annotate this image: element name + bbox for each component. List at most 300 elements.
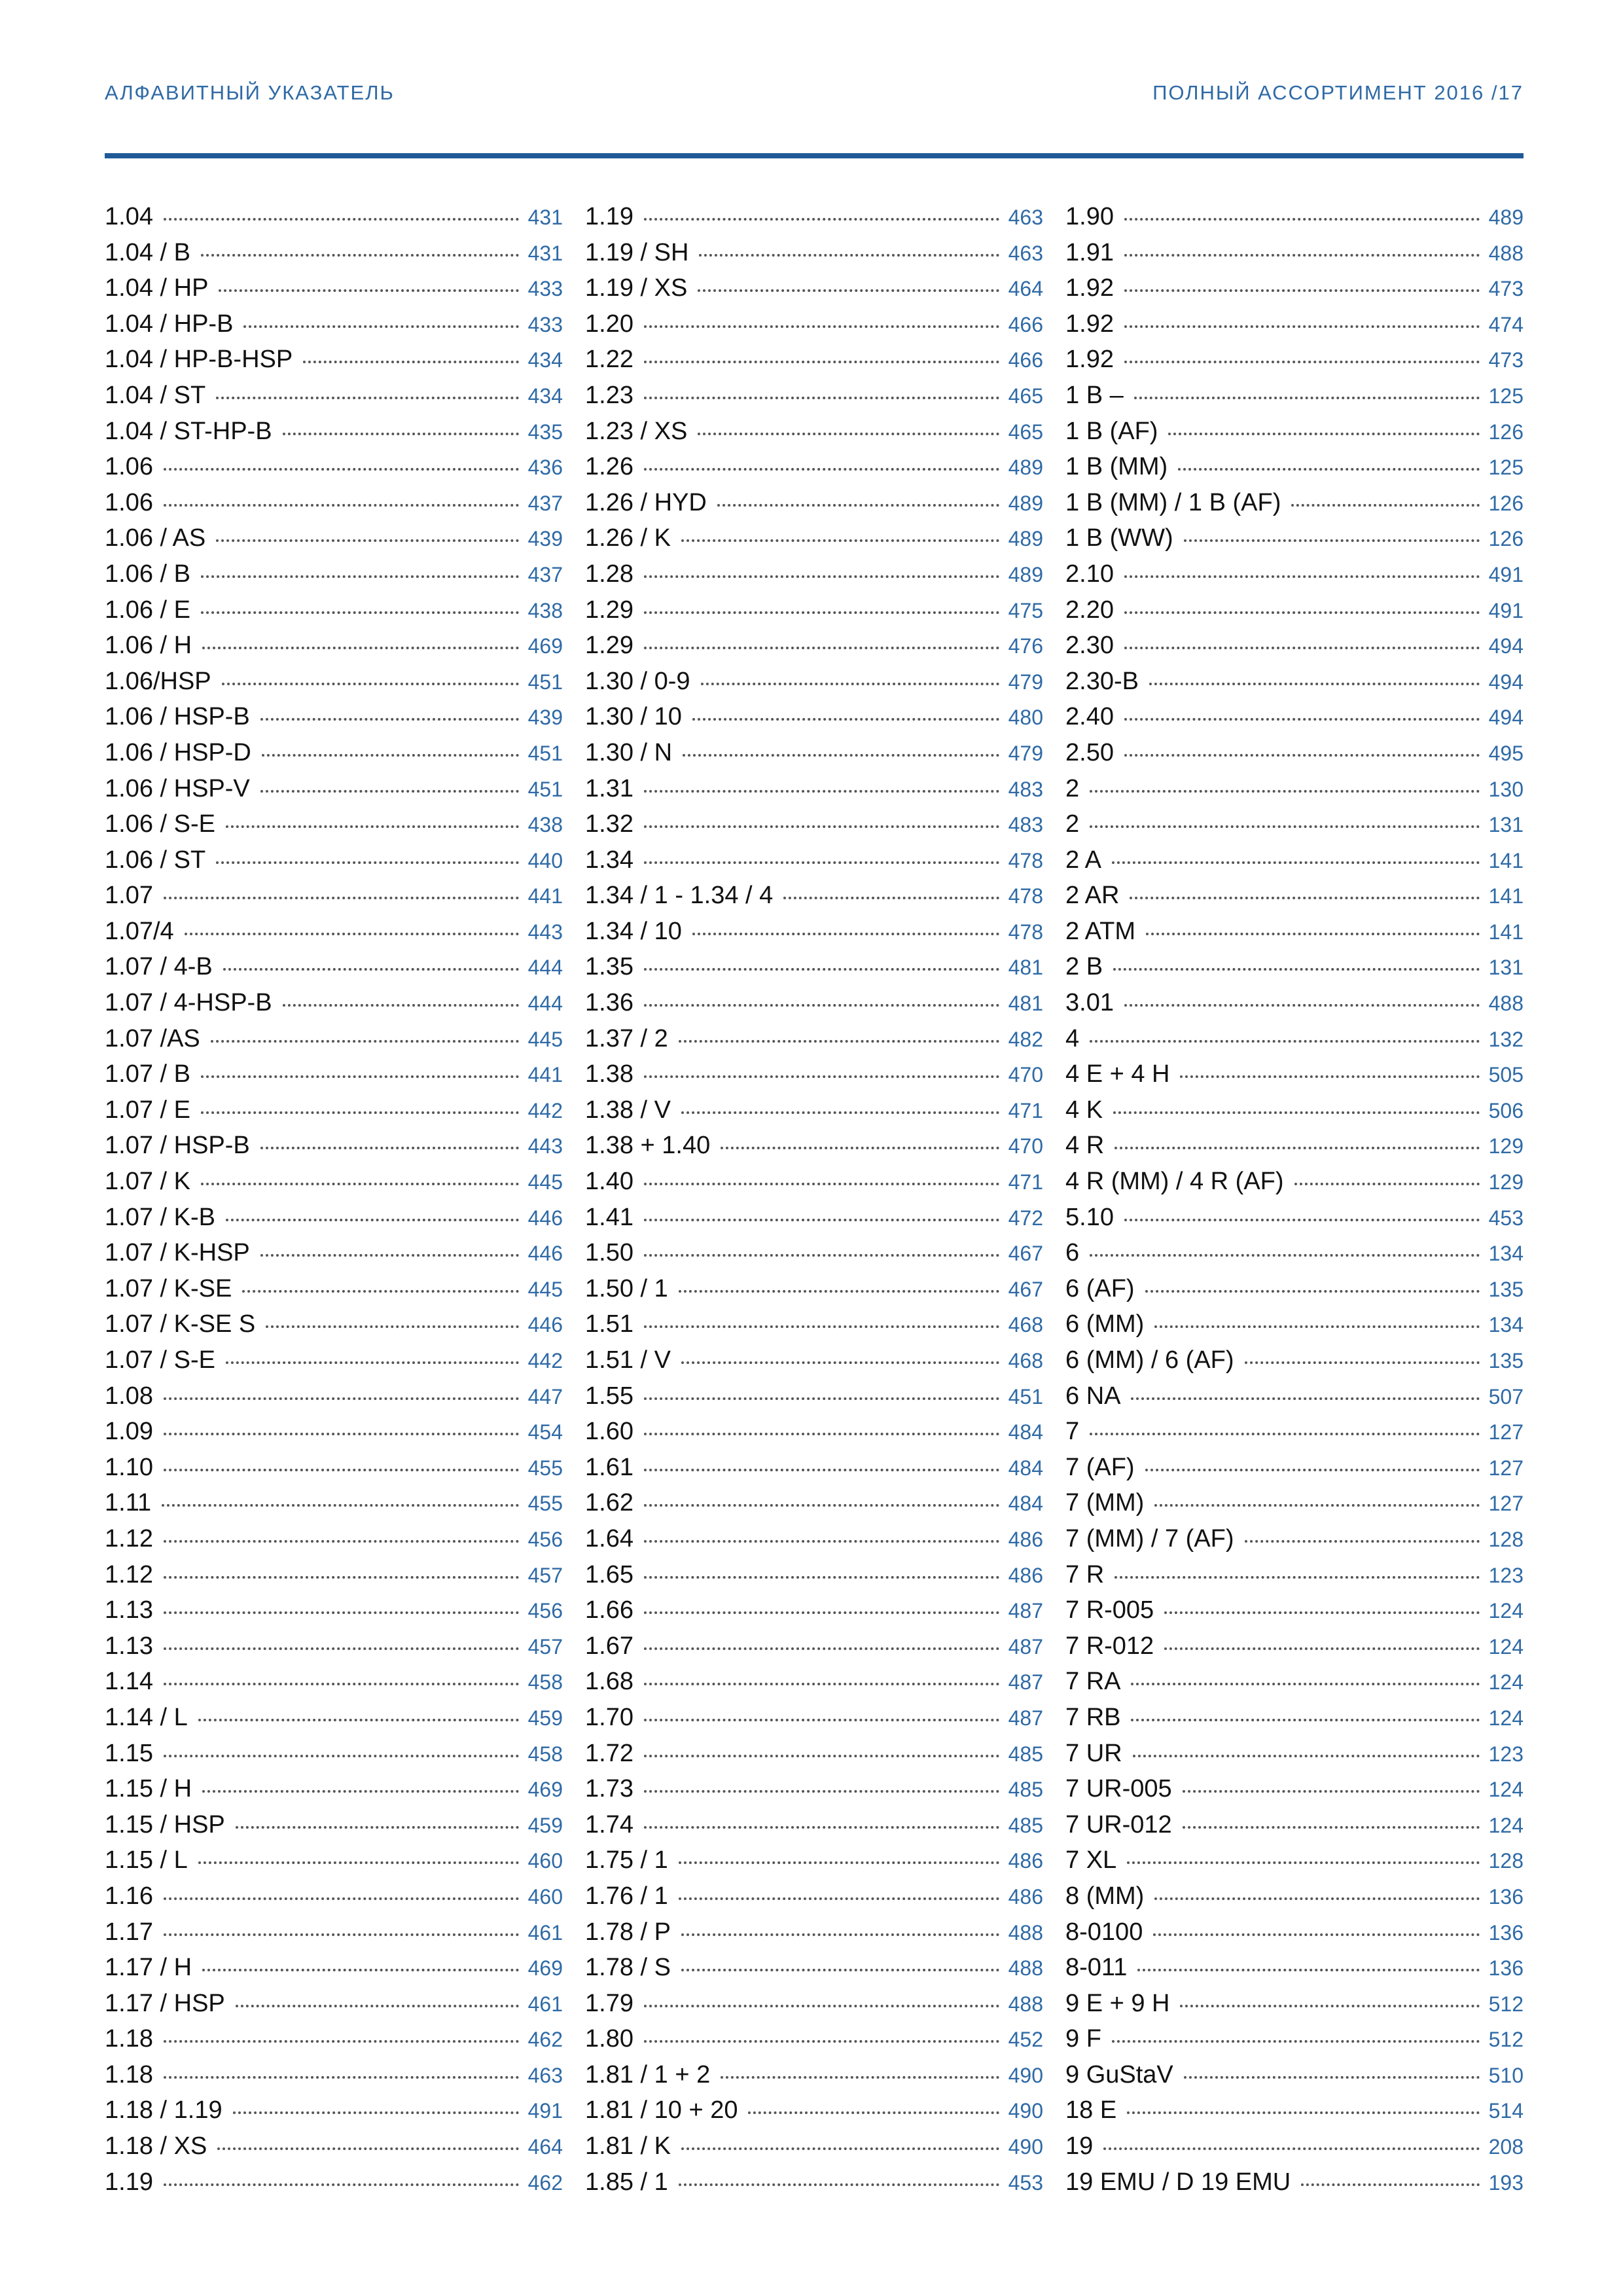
page-number: 458 — [527, 1742, 563, 1766]
page-number: 455 — [527, 1492, 563, 1516]
index-entry — [1065, 846, 1524, 882]
page-number: 476 — [1008, 634, 1043, 658]
index-entry — [585, 524, 1043, 560]
dot-leader — [1154, 1504, 1479, 1507]
index-entry — [1065, 2061, 1524, 2097]
index-entry — [585, 739, 1043, 775]
index-term: 6 — [1065, 1239, 1080, 1267]
dot-leader — [201, 611, 519, 614]
index-entry — [585, 2061, 1043, 2097]
index-term: 6 NA — [1065, 1382, 1121, 1410]
page-number: 466 — [1008, 348, 1043, 372]
page-number: 472 — [1008, 1206, 1043, 1230]
index-entry — [1065, 775, 1524, 811]
index-term: 1.38 + 1.40 — [585, 1132, 711, 1160]
index-entry — [105, 739, 563, 775]
page-number: 475 — [1008, 598, 1043, 622]
dot-leader — [1133, 1755, 1480, 1757]
page-number: 434 — [527, 384, 563, 408]
index-entry — [105, 453, 563, 489]
index-term: 1.80 — [585, 2025, 633, 2053]
index-term: 1.07 / HSP-B — [105, 1132, 250, 1160]
dot-leader — [1124, 718, 1480, 721]
dot-leader — [644, 1004, 999, 1007]
dot-leader — [681, 539, 999, 542]
index-term: 1.06 / ST — [105, 846, 206, 874]
index-entry — [1065, 453, 1524, 489]
index-entry — [105, 1954, 563, 1990]
page-number: 510 — [1488, 2063, 1524, 2087]
index-term: 2 — [1065, 810, 1080, 838]
dot-leader — [283, 1004, 519, 1007]
index-term: 1.10 — [105, 1453, 153, 1481]
dot-leader — [644, 1755, 999, 1757]
index-term: 1.15 — [105, 1739, 153, 1767]
dot-leader — [222, 683, 519, 685]
dot-leader — [748, 2111, 999, 2114]
index-entry — [105, 1811, 563, 1847]
page-number: 127 — [1488, 1492, 1524, 1516]
dot-leader — [164, 1683, 519, 1685]
index-entry — [585, 989, 1043, 1025]
index-term: 1.29 — [585, 632, 633, 660]
page-number: 457 — [527, 1563, 563, 1587]
index-term: 1.55 — [585, 1382, 633, 1410]
index-term: 1.07 / E — [105, 1096, 190, 1124]
index-columns — [105, 203, 1524, 2204]
page-number: 478 — [1008, 848, 1043, 872]
index-term: 6 (MM) — [1065, 1310, 1145, 1338]
index-term: 7 UR-005 — [1065, 1775, 1172, 1803]
page-number: 443 — [527, 1134, 563, 1158]
dot-leader — [164, 468, 519, 471]
index-term: 1.07 / B — [105, 1060, 190, 1088]
index-term: 1.30 / 10 — [585, 703, 682, 731]
dot-leader — [644, 325, 999, 328]
page-number: 127 — [1488, 1456, 1524, 1480]
index-term: 2.30-B — [1065, 667, 1139, 695]
page-number: 456 — [527, 1599, 563, 1623]
page-number: 467 — [1008, 1277, 1043, 1301]
dot-leader — [260, 1147, 519, 1149]
page-number: 134 — [1488, 1242, 1524, 1266]
index-entry — [1065, 632, 1524, 668]
dot-leader — [1184, 2076, 1480, 2079]
dot-leader — [1113, 968, 1480, 971]
page-number: 141 — [1488, 848, 1524, 872]
page-number: 127 — [1488, 1420, 1524, 1444]
page-number: 481 — [1008, 992, 1043, 1016]
index-entry — [105, 382, 563, 418]
dot-leader — [1112, 2040, 1480, 2043]
index-term: 1.19 / SH — [585, 238, 689, 266]
dot-leader — [679, 1861, 999, 1864]
index-entry — [585, 1632, 1043, 1668]
index-entry — [105, 953, 563, 989]
page-number: 452 — [1008, 2028, 1043, 2052]
index-term: 9 GuStaV — [1065, 2060, 1173, 2089]
index-entry — [105, 1489, 563, 1525]
index-term: 1.06 / H — [105, 632, 192, 660]
index-entry — [585, 596, 1043, 632]
dot-leader — [216, 397, 518, 399]
page-number: 124 — [1488, 1670, 1524, 1695]
dot-leader — [1183, 1826, 1480, 1829]
index-entry — [105, 203, 563, 239]
page-number: 484 — [1008, 1420, 1043, 1444]
dot-leader — [681, 1969, 999, 1971]
page-number: 484 — [1008, 1456, 1043, 1480]
page-number: 466 — [1008, 312, 1043, 336]
index-entry — [585, 1918, 1043, 1954]
page-number: 489 — [1008, 562, 1043, 586]
index-entry — [585, 1596, 1043, 1632]
dot-leader — [679, 1290, 999, 1293]
index-term: 1.68 — [585, 1668, 633, 1696]
page-number: 474 — [1488, 312, 1524, 336]
page-number: 487 — [1008, 1706, 1043, 1730]
index-term: 1.07 — [105, 882, 153, 910]
index-term: 1.06 / HSP-D — [105, 738, 251, 766]
dot-leader — [644, 825, 999, 828]
page-number: 462 — [527, 2170, 563, 2195]
index-term: 1.81 / 1 + 2 — [585, 2060, 711, 2089]
page-number: 471 — [1008, 1170, 1043, 1194]
index-entry — [1065, 274, 1524, 310]
index-entry — [585, 2132, 1043, 2168]
page-number: 193 — [1488, 2170, 1524, 2195]
page-number: 488 — [1008, 1992, 1043, 2016]
index-term: 5.10 — [1065, 1203, 1114, 1231]
page-number: 124 — [1488, 1706, 1524, 1730]
index-column-3 — [1065, 203, 1524, 2204]
index-term: 1.85 / 1 — [585, 2168, 668, 2196]
index-entry — [585, 1204, 1043, 1240]
index-entry — [1065, 1275, 1524, 1311]
dot-leader — [1124, 361, 1480, 363]
page-number: 141 — [1488, 920, 1524, 944]
dot-leader — [243, 325, 518, 328]
index-term: 1.18 / 1.19 — [105, 2096, 223, 2125]
dot-leader — [198, 1719, 519, 1721]
index-term: 1.09 — [105, 1418, 153, 1446]
index-term: 1.07 / 4-HSP-B — [105, 989, 272, 1017]
page-number: 433 — [527, 277, 563, 301]
dot-leader — [1145, 1290, 1480, 1293]
page-number: 465 — [1008, 420, 1043, 444]
index-term: 7 — [1065, 1418, 1080, 1446]
index-term: 1.15 / H — [105, 1775, 192, 1803]
dot-leader — [164, 1647, 519, 1650]
index-entry — [585, 2096, 1043, 2132]
index-term: 2 ATM — [1065, 917, 1135, 945]
index-entry — [585, 1025, 1043, 1061]
page-number: 125 — [1488, 456, 1524, 480]
index-term: 1.15 / L — [105, 1846, 188, 1874]
dot-leader — [260, 1254, 519, 1257]
dot-leader — [1090, 1433, 1479, 1435]
index-term: 8 (MM) — [1065, 1882, 1145, 1910]
dot-leader — [644, 468, 999, 471]
index-term: 1.07 / S-E — [105, 1346, 215, 1374]
page-number: 512 — [1488, 2028, 1524, 2052]
page-number: 128 — [1488, 1849, 1524, 1873]
index-term: 1.66 — [585, 1596, 633, 1624]
index-entry — [105, 1740, 563, 1776]
page-number: 445 — [527, 1170, 563, 1194]
index-term: 9 F — [1065, 2025, 1101, 2053]
page-number: 491 — [1488, 598, 1524, 622]
index-entry — [1065, 1954, 1524, 1990]
dot-leader — [683, 754, 999, 757]
dot-leader — [162, 1504, 518, 1507]
dot-leader — [644, 1683, 999, 1685]
index-term: 1.34 / 10 — [585, 917, 682, 945]
dot-leader — [644, 790, 999, 793]
page-number: 129 — [1488, 1170, 1524, 1194]
index-entry — [1065, 1132, 1524, 1168]
index-entry — [585, 346, 1043, 382]
page-number: 463 — [527, 2063, 563, 2087]
page-number: 453 — [1488, 1206, 1524, 1230]
index-entry — [105, 1561, 563, 1597]
index-entry — [1065, 1418, 1524, 1454]
dot-leader — [201, 575, 519, 578]
index-term: 1.07 / K-SE S — [105, 1310, 256, 1338]
dot-leader — [644, 611, 999, 614]
page-number: 512 — [1488, 1992, 1524, 2016]
index-column-2 — [585, 203, 1043, 2204]
dot-leader — [1090, 825, 1479, 828]
index-term: 2 B — [1065, 953, 1103, 981]
index-entry — [105, 2061, 563, 2097]
index-term: 2.50 — [1065, 738, 1114, 766]
page-number: 451 — [527, 741, 563, 765]
page-number: 481 — [1008, 956, 1043, 980]
index-entry — [585, 1239, 1043, 1275]
page-number: 488 — [1008, 1956, 1043, 1981]
index-term: 1.08 — [105, 1382, 153, 1410]
page-number: 483 — [1008, 813, 1043, 837]
index-entry — [1065, 810, 1524, 846]
index-term: 1.31 — [585, 774, 633, 802]
dot-leader — [1245, 1361, 1480, 1364]
index-entry — [1065, 310, 1524, 346]
index-entry — [585, 560, 1043, 596]
index-entry — [585, 1346, 1043, 1382]
page-number: 489 — [1488, 206, 1524, 229]
index-entry — [585, 1310, 1043, 1346]
index-entry — [105, 274, 563, 310]
index-entry — [585, 239, 1043, 275]
page-number: 460 — [527, 1884, 563, 1909]
dot-leader — [164, 1433, 519, 1435]
page-number: 468 — [1008, 1313, 1043, 1337]
index-entry — [585, 2025, 1043, 2061]
index-entry — [105, 346, 563, 382]
index-entry — [585, 1882, 1043, 1918]
dot-leader — [644, 397, 999, 399]
dot-leader — [201, 1075, 519, 1078]
index-term: 6 (AF) — [1065, 1274, 1135, 1302]
index-term: 1.40 — [585, 1168, 633, 1196]
index-term: 1.06 / HSP-B — [105, 703, 250, 731]
index-entry — [1065, 989, 1524, 1025]
page-number: 473 — [1488, 348, 1524, 372]
index-term: 4 R — [1065, 1132, 1105, 1160]
page-number: 458 — [527, 1670, 563, 1695]
index-term: 1.06 — [105, 488, 153, 516]
index-entry — [105, 632, 563, 668]
page-number: 488 — [1488, 241, 1524, 265]
index-term: 4 E + 4 H — [1065, 1060, 1170, 1088]
dot-leader — [201, 1183, 519, 1185]
dot-leader — [1115, 1576, 1479, 1579]
index-column-1 — [105, 203, 563, 2204]
dot-leader — [1124, 1219, 1480, 1221]
index-term: 7 (MM) — [1065, 1489, 1145, 1517]
dot-leader — [681, 2147, 999, 2150]
dot-leader — [679, 1897, 999, 1900]
index-entry — [1065, 1775, 1524, 1811]
page-number: 446 — [527, 1242, 563, 1266]
index-entry — [585, 1060, 1043, 1096]
index-entry — [105, 846, 563, 882]
dot-leader — [223, 968, 519, 971]
page-number: 132 — [1488, 1027, 1524, 1051]
index-entry — [1065, 1025, 1524, 1061]
page-number: 451 — [1008, 1384, 1043, 1408]
page-number: 488 — [1008, 1920, 1043, 1945]
index-entry — [585, 1275, 1043, 1311]
dot-leader — [644, 2005, 999, 2007]
dot-leader — [266, 1325, 518, 1328]
dot-leader — [216, 539, 518, 542]
index-entry — [105, 1310, 563, 1346]
index-term: 4 — [1065, 1024, 1080, 1052]
index-term: 1.19 — [105, 2168, 153, 2196]
index-entry — [105, 418, 563, 454]
dot-leader — [164, 1933, 519, 1936]
index-entry — [105, 1775, 563, 1811]
dot-leader — [1168, 433, 1479, 435]
page-number: 487 — [1008, 1599, 1043, 1623]
page-number: 505 — [1488, 1063, 1524, 1087]
index-term: 9 E + 9 H — [1065, 1989, 1170, 2017]
index-entry — [1065, 1918, 1524, 1954]
index-entry — [105, 1204, 563, 1240]
index-entry — [105, 1275, 563, 1311]
index-entry — [1065, 1740, 1524, 1776]
index-entry — [1065, 1990, 1524, 2026]
index-entry — [1065, 1382, 1524, 1418]
dot-leader — [644, 1647, 999, 1650]
dot-leader — [164, 2183, 519, 2186]
dot-leader — [1124, 647, 1480, 649]
index-entry — [1065, 1204, 1524, 1240]
dot-leader — [233, 2111, 519, 2114]
index-entry — [1065, 2096, 1524, 2132]
dot-leader — [644, 1254, 999, 1257]
page-number: 124 — [1488, 1599, 1524, 1623]
index-entry — [105, 2132, 563, 2168]
page-number: 445 — [527, 1277, 563, 1301]
index-term: 1.06 — [105, 453, 153, 481]
index-term: 1.07 /AS — [105, 1024, 200, 1052]
index-term: 2 AR — [1065, 882, 1120, 910]
index-entry — [585, 382, 1043, 418]
page-number: 438 — [527, 813, 563, 837]
page-number: 123 — [1488, 1742, 1524, 1766]
index-term: 1.81 / K — [585, 2132, 671, 2161]
page-number: 436 — [527, 456, 563, 480]
index-term: 1.23 / XS — [585, 417, 688, 445]
page-number: 471 — [1008, 1098, 1043, 1122]
page-number: 435 — [527, 420, 563, 444]
dot-leader — [1164, 1647, 1479, 1650]
index-entry — [105, 989, 563, 1025]
page-number: 490 — [1008, 2099, 1043, 2123]
page-number: 125 — [1488, 384, 1524, 408]
index-entry — [1065, 1882, 1524, 1918]
index-term: 1.90 — [1065, 203, 1114, 230]
page-number: 494 — [1488, 634, 1524, 658]
index-entry — [585, 489, 1043, 525]
index-term: 1.35 — [585, 953, 633, 981]
dot-leader — [1134, 397, 1480, 399]
index-term: 2 — [1065, 774, 1080, 802]
dot-leader — [699, 254, 999, 257]
dot-leader — [1127, 2111, 1479, 2114]
dot-leader — [260, 790, 519, 793]
page-number: 451 — [527, 777, 563, 801]
dot-leader — [681, 1111, 999, 1114]
index-term: 1.07 / 4-B — [105, 953, 213, 981]
section-title: АЛФАВИТНЫЙ УКАЗАТЕЛЬ — [105, 81, 395, 104]
index-entry — [105, 1096, 563, 1132]
dot-leader — [1124, 1004, 1480, 1007]
index-term: 1.04 / HP-B — [105, 310, 234, 338]
index-term: 7 RB — [1065, 1703, 1121, 1731]
dot-leader — [1090, 1040, 1479, 1043]
page-number: 444 — [527, 992, 563, 1016]
dot-leader — [164, 897, 519, 899]
index-term: 1.20 — [585, 310, 633, 338]
dot-leader — [1113, 1111, 1480, 1114]
dot-leader — [201, 1111, 519, 1114]
index-term: 7 R — [1065, 1560, 1105, 1588]
index-entry — [585, 846, 1043, 882]
index-entry — [1065, 739, 1524, 775]
page-number: 490 — [1008, 2063, 1043, 2087]
index-term: 1.92 — [1065, 346, 1114, 374]
index-entry — [1065, 239, 1524, 275]
index-entry — [1065, 1704, 1524, 1740]
index-term: 1.19 / XS — [585, 274, 688, 302]
index-entry — [105, 1596, 563, 1632]
dot-leader — [701, 683, 999, 685]
page-number: 484 — [1008, 1492, 1043, 1516]
page-number: 486 — [1008, 1563, 1043, 1587]
dot-leader — [236, 1826, 519, 1829]
index-term: 1.67 — [585, 1632, 633, 1660]
index-entry — [1065, 596, 1524, 632]
page-number: 434 — [527, 348, 563, 372]
index-term: 1.06 / S-E — [105, 810, 215, 838]
index-term: 1.12 — [105, 1560, 153, 1588]
dot-leader — [1124, 575, 1480, 578]
dot-leader — [644, 1183, 999, 1185]
